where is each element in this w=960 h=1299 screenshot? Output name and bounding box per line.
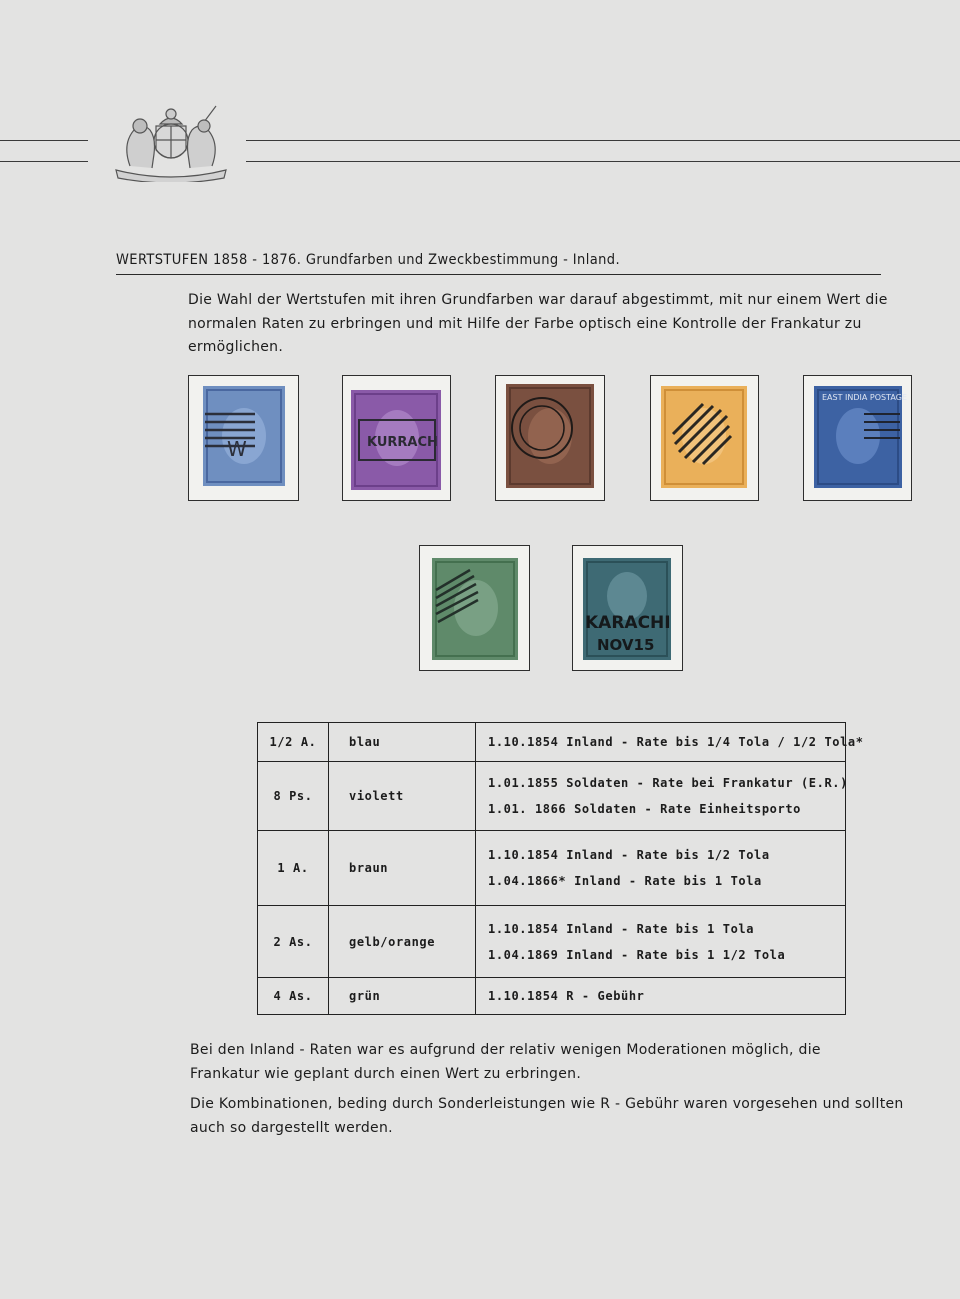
value-cell: 8 Ps. — [258, 762, 329, 831]
note-paragraph-1: Bei den Inland - Raten war es aufgrund der relativ wenigen Moderationen möglich, die Frankatur wie geplant durch einen Wert zu erbringen. — [190, 1042, 821, 1082]
top-rule-left-2 — [0, 161, 88, 162]
stamp-4-annas-green — [420, 546, 528, 669]
svg-text:W: W — [227, 437, 247, 461]
intro-paragraph: Die Wahl der Wertstufen mit ihren Grundfarben war darauf abgestimmt, mit nur einem Wert die normalen Raten zu erbringen und mit Hilfe der Farbe optisch eine Kontrolle der Frankatur zu ermöglichen. — [188, 292, 888, 355]
stamp-mount-3 — [495, 375, 605, 501]
color-cell: violett — [329, 762, 476, 831]
stamp-half-anna-blue-east-india — [804, 376, 910, 499]
stamp-mount-1 — [188, 375, 299, 501]
stamp-2-annas-yellow — [651, 376, 757, 499]
rate-line: 1.01. 1866 Soldaten - Rate Einheitsporto — [488, 802, 801, 816]
rate-cell — [476, 978, 846, 1015]
color-cell: gelb/orange — [329, 906, 476, 978]
color-cell: braun — [329, 831, 476, 906]
rate-cell — [476, 723, 864, 762]
table-row — [258, 831, 846, 906]
table-row — [258, 978, 846, 1015]
heading-underline — [116, 274, 881, 275]
rates-table — [257, 722, 864, 1015]
value-cell: 1/2 A. — [258, 723, 329, 762]
page-heading: WERTSTUFEN 1858 - 1876. Grundfarben und Zweckbestimmung - Inland. — [116, 252, 621, 268]
rate-line: 1.01.1855 Soldaten - Rate bei Frankatur (E.R.) — [488, 776, 848, 790]
top-rule-left-1 — [0, 140, 88, 141]
rate-line: 1.10.1854 Inland - Rate bis 1 Tola — [488, 921, 755, 936]
stamp-mount-7 — [572, 545, 683, 671]
rate-line: 1.10.1854 R - Gebühr — [488, 989, 645, 1003]
note-paragraph-2: Die Kombinationen, beding durch Sonderleistungen wie R - Gebühr waren vorgesehen und sollten auch so dargestellt werden. — [190, 1096, 904, 1136]
top-rule-right-1 — [246, 140, 960, 141]
stamp-mount-2 — [342, 375, 451, 501]
value-cell: 4 As. — [258, 978, 329, 1015]
stamp-4-annas-blue-green — [573, 546, 681, 669]
rate-line: 1.10.1854 Inland - Rate bis 1/4 Tola / 1/2 Tola* — [488, 735, 864, 749]
stamp-1-anna-brown — [496, 376, 603, 499]
rate-line: 1.04.1866* Inland - Rate bis 1 Tola — [488, 874, 762, 888]
value-cell: 1 A. — [258, 831, 329, 906]
color-cell: blau — [329, 723, 476, 762]
color-cell: grün — [329, 978, 476, 1015]
stamp-mount-6 — [419, 545, 530, 671]
rate-line: 1.04.1869 Inland - Rate bis 1 1/2 Tola — [488, 947, 786, 962]
svg-text:NOV15: NOV15 — [597, 636, 655, 654]
top-rule-right-2 — [246, 161, 960, 162]
table-row — [258, 723, 846, 762]
rate-line: 1.10.1854 Inland - Rate bis 1/2 Tola — [488, 848, 770, 862]
stamp-mount-4 — [650, 375, 759, 501]
svg-text:KARACHI: KARACHI — [585, 613, 671, 633]
value-cell: 2 As. — [258, 906, 329, 978]
svg-text:KURRACH: KURRACH — [367, 435, 438, 450]
table-row — [258, 906, 846, 978]
stamp-8-pies-violet — [343, 376, 449, 499]
rate-cell — [476, 831, 846, 906]
stamp-mount-5 — [803, 375, 912, 501]
stamp-half-anna-blue — [189, 376, 297, 499]
svg-text:EAST INDIA POSTAGE: EAST INDIA POSTAGE — [822, 393, 907, 402]
rate-cell — [476, 762, 846, 831]
rate-cell — [476, 906, 846, 978]
table-row — [258, 762, 846, 831]
coat-of-arms-emblem — [112, 104, 230, 182]
